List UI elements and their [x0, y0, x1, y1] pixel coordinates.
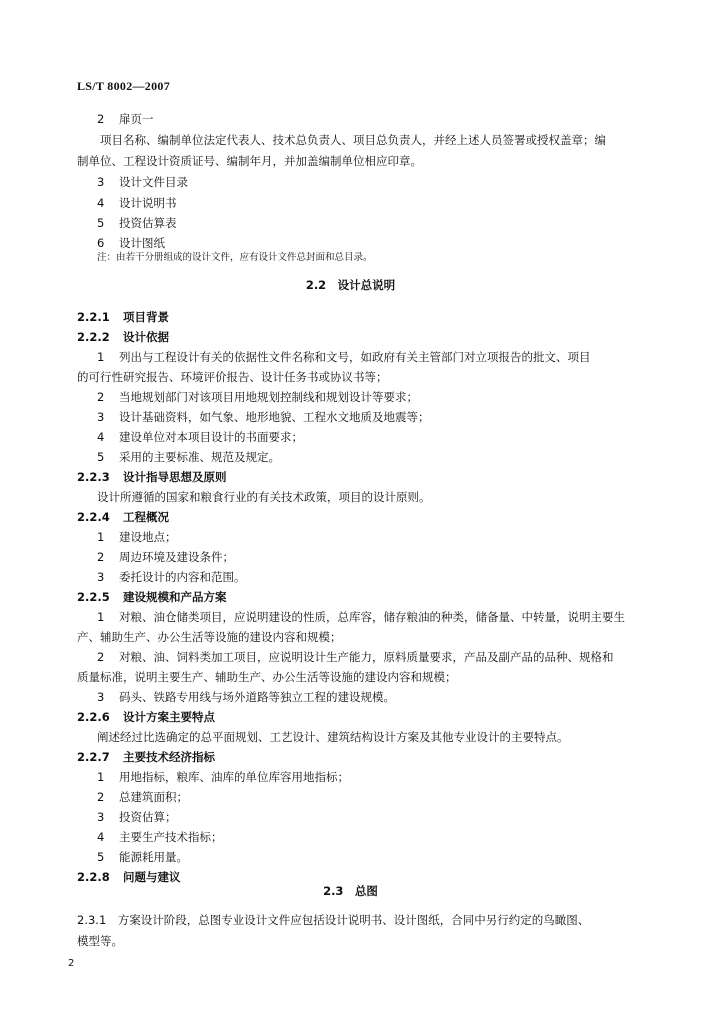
page-number: 2 [68, 958, 75, 969]
item-number: 6 [97, 236, 105, 250]
item-number: 1 [97, 770, 105, 784]
line-text: 周边环境及建设条件； [119, 550, 234, 564]
item-number: 2 [97, 390, 105, 404]
subsection-number: 2.2.3 [77, 470, 110, 484]
line-text: 对粮、油、饲料类加工项目，应说明设计生产能力，原料质量要求，产品及副产品的品种、规格和 [119, 650, 614, 664]
body-line [97, 430, 303, 444]
body-line [97, 112, 154, 126]
item-number: 5 [97, 216, 105, 230]
item-number: 5 [97, 450, 105, 464]
line-text: 模型等。 [77, 934, 123, 948]
body-line [97, 790, 188, 804]
line-text: 码头、铁路专用线与场外道路等独立工程的建设规模。 [119, 690, 395, 704]
section-heading: 2.2 设计总说明 [305, 278, 396, 292]
body-line [97, 610, 625, 624]
body-line [97, 490, 431, 504]
subsection-title: 主要技术经济指标 [123, 750, 215, 764]
line-text: 投资估算表 [119, 216, 177, 230]
subsection-number: 2.2.4 [77, 510, 110, 524]
note-text: 注：由若干分册组成的设计文件，应有设计文件总封面和总目录。 [97, 252, 373, 263]
item-number: 3 [97, 175, 105, 189]
line-text: 产、辅助生产、办公生活等设施的建设内容和规模； [77, 630, 342, 644]
body-line [97, 350, 591, 364]
body-line [77, 934, 123, 948]
line-text: 设计基础资料，如气象、地形地貌、工程水文地质及地震等； [119, 410, 430, 424]
line-text: 列出与工程设计有关的依据性文件名称和文号，如政府有关主管部门对立项报告的批文、项目 [119, 350, 591, 364]
subsection-number: 2.2.6 [77, 710, 110, 724]
subsection-title: 设计指导思想及原则 [123, 470, 227, 484]
item-number: 2 [97, 790, 105, 804]
body-line [97, 216, 177, 230]
item-number: 1 [97, 350, 105, 364]
line-text: 设计所遵循的国家和粮食行业的有关技术政策，项目的设计原则。 [97, 490, 431, 504]
item-number: 2 [97, 550, 105, 564]
subsection-heading [77, 310, 169, 324]
subsection-heading [77, 710, 215, 724]
subsection-heading [77, 510, 169, 524]
subsection-title: 项目背景 [123, 310, 169, 324]
item-number: 4 [97, 830, 105, 844]
line-text: 对粮、油仓储类项目，应说明建设的性质，总库容，储存粮油的种类，储备量、中转量，说明主要生 [119, 610, 625, 624]
subsection-title: 设计方案主要特点 [123, 710, 215, 724]
line-text: 建设地点； [119, 530, 177, 544]
body-line [97, 810, 177, 824]
body-line [97, 236, 165, 250]
subsection-number: 2.2.5 [77, 590, 110, 604]
body-line [97, 390, 418, 404]
body-line [97, 530, 177, 544]
item-number: 3 [97, 810, 105, 824]
body-line [77, 370, 388, 384]
item-number: 3 [97, 410, 105, 424]
subsection-heading [77, 590, 227, 604]
body-line [97, 850, 188, 864]
item-number: 5 [97, 850, 105, 864]
body-line [97, 690, 395, 704]
line-text: 委托设计的内容和范围。 [119, 570, 246, 584]
section-heading: 2.3 总图 [323, 884, 378, 898]
subsection-title: 设计依据 [123, 330, 169, 344]
body-line [77, 154, 422, 168]
subsection-heading [77, 870, 181, 884]
subsection-number: 2.2.8 [77, 870, 110, 884]
subsection-number: 2.2.7 [77, 750, 110, 764]
subsection-number: 2.2.2 [77, 330, 110, 344]
body-line [97, 730, 569, 744]
line-text: 阐述经过比选确定的总平面规划、工艺设计、建筑结构设计方案及其他专业设计的主要特点。 [97, 730, 569, 744]
item-number: 2 [97, 112, 105, 126]
line-text: 采用的主要标准、规范及规定。 [119, 450, 280, 464]
subsection-title: 工程概况 [123, 510, 169, 524]
line-text: 主要生产技术指标； [119, 830, 223, 844]
line-text: 项目名称、编制单位法定代表人、技术总负责人、项目总负责人，并经上述人员签署或授权盖章；编 [77, 133, 606, 147]
subsection-number: 2.2.1 [77, 310, 110, 324]
subsection-title: 问题与建议 [123, 870, 181, 884]
body-line [77, 670, 457, 684]
line-text: 用地指标，粮库、油库的单位库容用地指标； [119, 770, 349, 784]
line-text: 设计图纸 [119, 236, 165, 250]
body-line [97, 450, 280, 464]
line-text: 质量标准，说明主要生产、辅助生产、办公生活等设施的建设内容和规模； [77, 670, 457, 684]
line-text: 总建筑面积； [119, 790, 188, 804]
body-line [97, 830, 223, 844]
body-line [97, 175, 188, 189]
body-line [77, 913, 589, 927]
body-line [97, 570, 246, 584]
line-text: 设计说明书 [119, 196, 177, 210]
body-line [77, 630, 342, 644]
line-text: 制单位、工程设计资质证号、编制年月，并加盖编制单位相应印章。 [77, 154, 422, 168]
subsection-heading [77, 330, 169, 344]
line-text: 设计文件目录 [119, 175, 188, 189]
item-number: 1 [97, 530, 105, 544]
item-number: 4 [97, 196, 105, 210]
item-number: 4 [97, 430, 105, 444]
item-number: 1 [97, 610, 105, 624]
line-text: 的可行性研究报告、环境评价报告、设计任务书或协议书等； [77, 370, 388, 384]
item-number: 3 [97, 690, 105, 704]
item-number: 2 [97, 650, 105, 664]
line-text: 扉页一 [119, 112, 154, 126]
body-line [97, 650, 614, 664]
body-line [97, 770, 349, 784]
subsection-title: 建设规模和产品方案 [123, 590, 227, 604]
body-line [97, 550, 234, 564]
subsection-heading [77, 750, 215, 764]
line-text: 当地规划部门对该项目用地规划控制线和规划设计等要求； [119, 390, 418, 404]
body-line [97, 410, 430, 424]
subsection-heading [77, 470, 227, 484]
body-line [97, 196, 177, 210]
line-text: 建设单位对本项目设计的书面要求； [119, 430, 303, 444]
line-text: 2.3.1 方案设计阶段，总图专业设计文件应包括设计说明书、设计图纸，合同中另行约定的鸟瞰图、 [77, 913, 590, 927]
body-line [77, 133, 606, 147]
line-text: 投资估算； [119, 810, 177, 824]
line-text: 能源耗用量。 [119, 850, 188, 864]
standard-code: LS/T 8002—2007 [77, 79, 170, 93]
item-number: 3 [97, 570, 105, 584]
